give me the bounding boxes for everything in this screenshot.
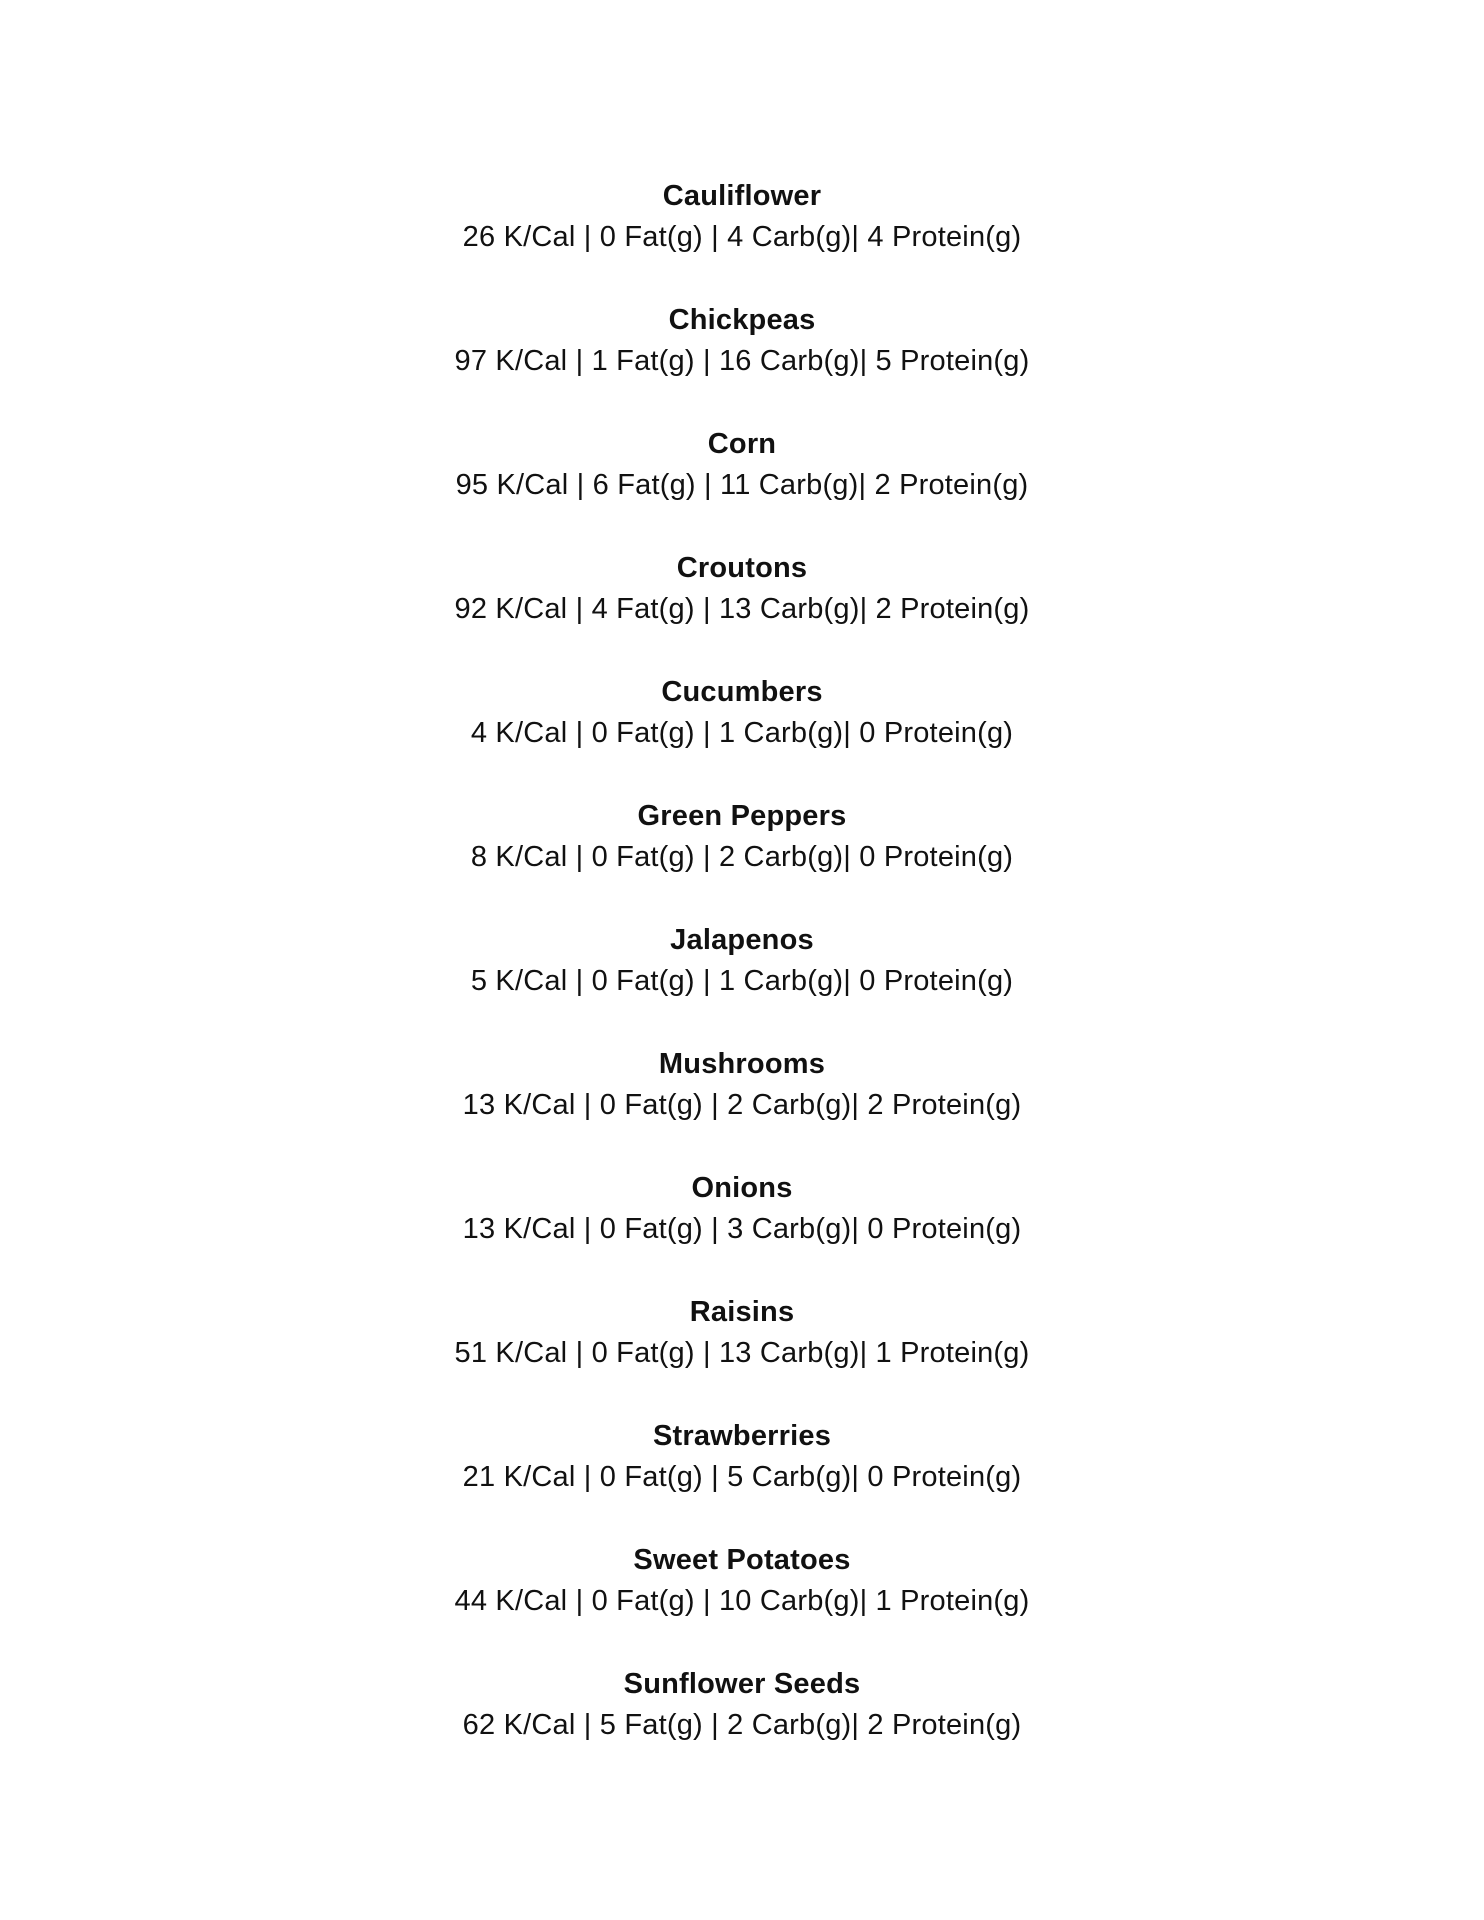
list-item: [0, 1664, 1484, 1788]
item-nutrition: 5 K/Cal | 0 Fat(g) | 1 Carb(g)| 0 Protein(g): [470, 965, 1014, 997]
item-nutrition: 4 K/Cal | 0 Fat(g) | 1 Carb(g)| 0 Protein(g): [470, 717, 1014, 749]
list-item: [0, 1416, 1484, 1540]
nutrition-list: [0, 176, 1484, 1788]
item-name: Mushrooms: [658, 1048, 826, 1080]
item-nutrition: 44 K/Cal | 0 Fat(g) | 10 Carb(g)| 1 Protein(g): [454, 1585, 1030, 1617]
item-name: Chickpeas: [668, 304, 816, 336]
list-item: [0, 796, 1484, 920]
item-name: Onions: [691, 1172, 793, 1204]
list-item: [0, 1044, 1484, 1168]
list-item: [0, 920, 1484, 1044]
item-nutrition: 26 K/Cal | 0 Fat(g) | 4 Carb(g)| 4 Protein(g): [462, 221, 1022, 253]
item-name: Corn: [707, 428, 777, 460]
item-nutrition: 8 K/Cal | 0 Fat(g) | 2 Carb(g)| 0 Protein(g): [470, 841, 1014, 873]
list-item: [0, 424, 1484, 548]
list-item: [0, 300, 1484, 424]
item-name: Sunflower Seeds: [623, 1668, 861, 1700]
item-nutrition: 13 K/Cal | 0 Fat(g) | 3 Carb(g)| 0 Protein(g): [462, 1213, 1022, 1245]
list-item: [0, 548, 1484, 672]
item-name: Jalapenos: [670, 924, 814, 956]
item-name: Cucumbers: [661, 676, 823, 708]
item-nutrition: 51 K/Cal | 0 Fat(g) | 13 Carb(g)| 1 Protein(g): [454, 1337, 1030, 1369]
item-name: Strawberries: [652, 1420, 832, 1452]
list-item: [0, 176, 1484, 300]
item-nutrition: 13 K/Cal | 0 Fat(g) | 2 Carb(g)| 2 Protein(g): [462, 1089, 1022, 1121]
list-item: [0, 672, 1484, 796]
list-item: [0, 1168, 1484, 1292]
item-name: Green Peppers: [637, 800, 847, 832]
list-item: [0, 1540, 1484, 1664]
item-name: Cauliflower: [662, 180, 822, 212]
item-name: Croutons: [676, 552, 808, 584]
item-nutrition: 62 K/Cal | 5 Fat(g) | 2 Carb(g)| 2 Protein(g): [462, 1709, 1022, 1741]
list-item: [0, 1292, 1484, 1416]
item-name: Sweet Potatoes: [633, 1544, 851, 1576]
item-nutrition: 21 K/Cal | 0 Fat(g) | 5 Carb(g)| 0 Protein(g): [462, 1461, 1022, 1493]
item-nutrition: 95 K/Cal | 6 Fat(g) | 11 Carb(g)| 2 Protein(g): [455, 469, 1029, 501]
item-nutrition: 97 K/Cal | 1 Fat(g) | 16 Carb(g)| 5 Protein(g): [454, 345, 1030, 377]
item-name: Raisins: [689, 1296, 795, 1328]
item-nutrition: 92 K/Cal | 4 Fat(g) | 13 Carb(g)| 2 Protein(g): [454, 593, 1030, 625]
